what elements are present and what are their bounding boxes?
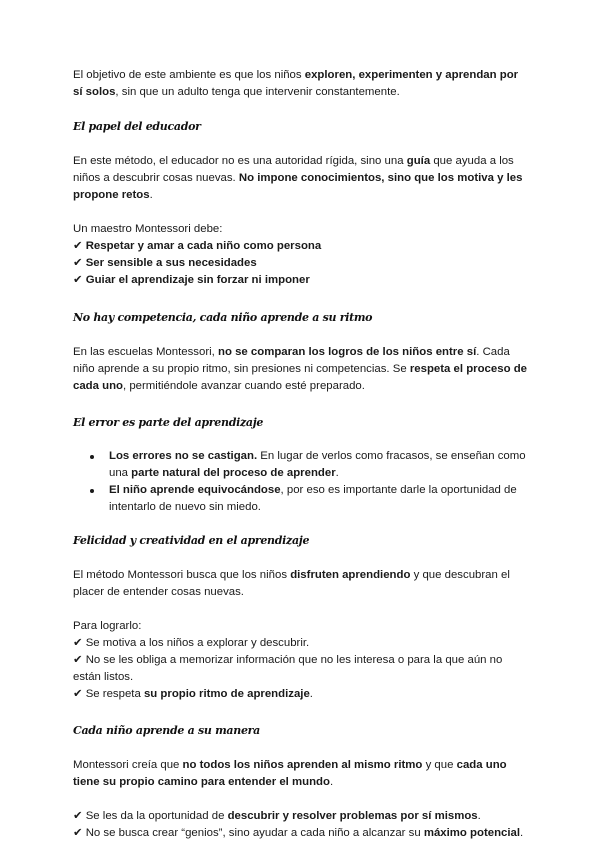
list-item: El niño aprende equivocándose, por eso es importante darle la oportunidad de intentarlo de nuevo sin miedo. — [109, 482, 530, 516]
educador-list-intro: Un maestro Montessori debe: — [73, 223, 223, 235]
error-bullet-list — [73, 448, 530, 516]
check-item: ✔ Respetar y amar a cada niño como persona — [73, 240, 322, 252]
heading-manera: Cada niño aprende a su manera — [73, 724, 260, 737]
check-item: ✔ Se respeta su propio ritmo de aprendizaje. — [73, 688, 313, 700]
check-item: ✔ No se busca crear “genios”, sino ayudar a cada niño a alcanzar su máximo potencial. — [73, 827, 524, 839]
check-item: ✔ Se motiva a los niños a explorar y descubrir. — [73, 637, 310, 649]
heading-competencia: No hay competencia, cada niño aprende a su ritmo — [73, 311, 373, 324]
check-item: ✔ No se les obliga a memorizar información que no les interesa o para la que aún no están listos. — [73, 654, 503, 683]
check-item: ✔ Guiar el aprendizaje sin forzar ni imponer — [73, 274, 310, 286]
intro-paragraph: El objetivo de este ambiente es que los niños exploren, experimenten y aprendan por sí solos, sin que un adulto tenga que intervenir constantemente. — [73, 69, 519, 98]
check-item: ✔ Ser sensible a sus necesidades — [73, 257, 257, 269]
heading-educador: El papel del educador — [73, 120, 201, 133]
educador-paragraph: En este método, el educador no es una autoridad rígida, sino una guía que ayuda a los niños a descubrir cosas nuevas. No impone conocimientos, sino que los motiva y les propone retos. — [73, 155, 523, 201]
check-item: ✔ Se les da la oportunidad de descubrir y resolver problemas por sí mismos. — [73, 810, 481, 822]
felicidad-list-intro: Para lograrlo: — [73, 620, 142, 632]
manera-paragraph: Montessori creía que no todos los niños aprenden al mismo ritmo y que cada uno tiene su propio camino para entender el mundo. — [73, 759, 507, 788]
heading-error: El error es parte del aprendizaje — [73, 416, 264, 429]
felicidad-paragraph: El método Montessori busca que los niños disfruten aprendiendo y que descubran el placer de entender cosas nuevas. — [73, 569, 510, 598]
list-item: Los errores no se castigan. En lugar de verlos como fracasos, se enseñan como una parte natural del proceso de aprender. — [109, 448, 530, 482]
competencia-paragraph: En las escuelas Montessori, no se comparan los logros de los niños entre sí. Cada niño aprende a su propio ritmo, sin presiones ni competencias. Se respeta el proceso de cada uno, permitiéndole avanzar cuando esté preparado. — [73, 346, 527, 392]
heading-felicidad: Felicidad y creatividad en el aprendizaje — [73, 534, 310, 547]
